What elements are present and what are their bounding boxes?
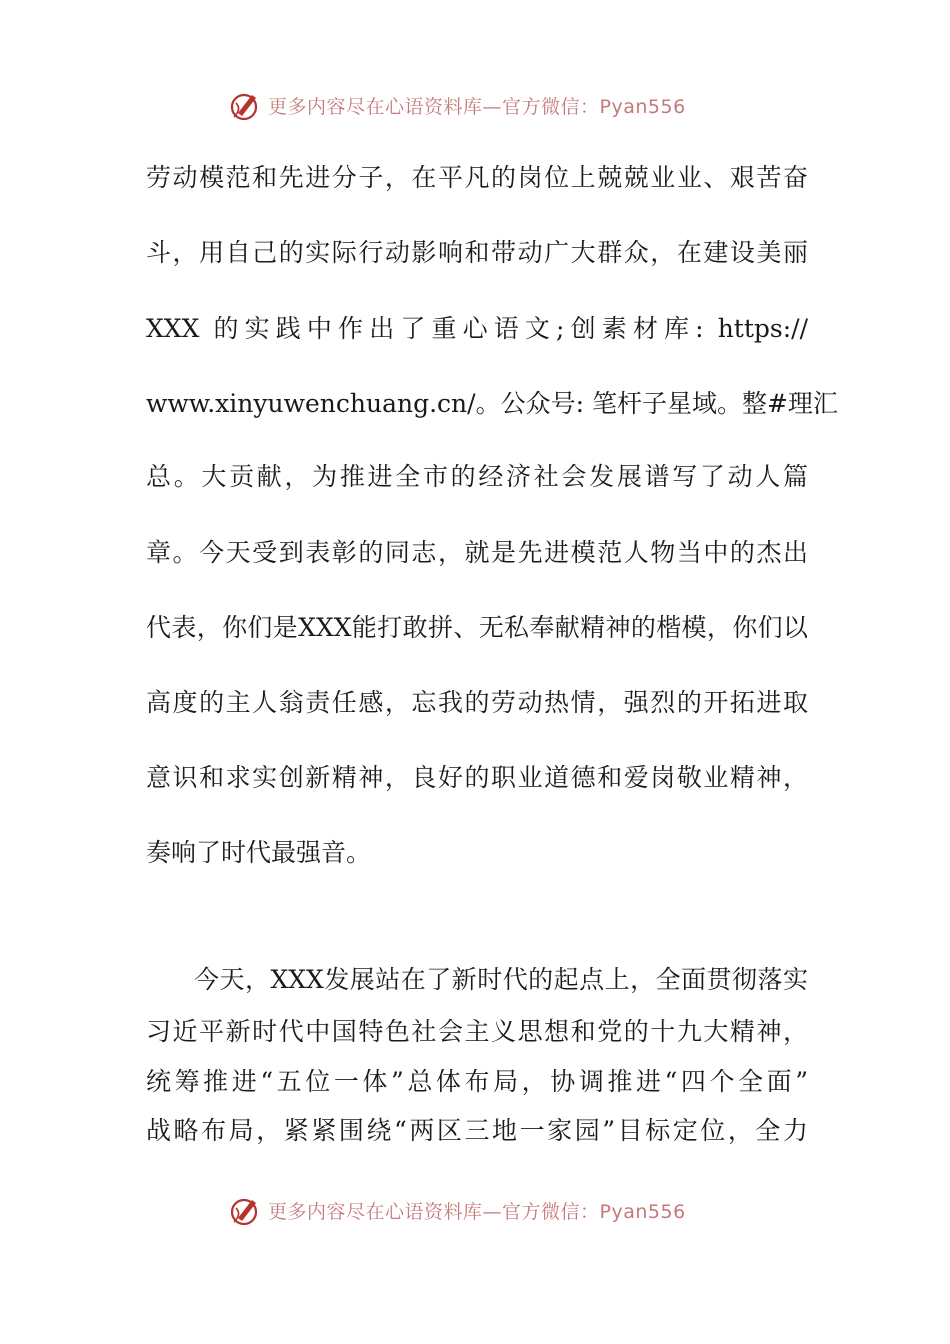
pen-logo-icon (228, 1192, 264, 1228)
text-line: 总。大贡献，为推进全市的经济社会发展谱写了动人篇 (146, 462, 808, 491)
footer-banner (228, 1190, 686, 1230)
text-line: 统筹推进“五位一体”总体布局，协调推进“四个全面” (146, 1067, 808, 1096)
header-banner (228, 85, 686, 125)
text-line: 代表，你们是XXX能打敢拼、无私奉献精神的楷模，你们以 (146, 613, 808, 642)
text-line: www.xinyuwenchuang.cn/。公众号: 笔杆子星域。整#理汇 (146, 389, 838, 418)
header-banner-text: 更多内容尽在心语资料库—官方微信：Pyan556 (268, 95, 686, 118)
text-line: 习近平新时代中国特色社会主义思想和党的十九大精神， (146, 1017, 808, 1046)
text-line: XXX 的实践中作出了重心语文;创素材库: https:// (146, 314, 808, 343)
pen-logo-icon (228, 87, 264, 123)
text-line: 高度的主人翁责任感，忘我的劳动热情，强烈的开拓进取 (146, 688, 808, 717)
text-line: 今天，XXX发展站在了新时代的起点上，全面贯彻落实 (194, 965, 808, 994)
text-line: 劳动模范和先进分子，在平凡的岗位上兢兢业业、艰苦奋 (146, 163, 808, 192)
footer-banner-text: 更多内容尽在心语资料库—官方微信：Pyan556 (268, 1200, 686, 1223)
text-line: 意识和求实创新精神，良好的职业道德和爱岗敬业精神， (146, 763, 808, 792)
text-line: 章。今天受到表彰的同志，就是先进模范人物当中的杰出 (146, 538, 808, 567)
text-line: 战略布局，紧紧围绕“两区三地一家园”目标定位，全力 (146, 1116, 808, 1145)
text-line: 奏响了时代最强音。 (146, 838, 372, 867)
text-line: 斗，用自己的实际行动影响和带动广大群众，在建设美丽 (146, 238, 808, 267)
